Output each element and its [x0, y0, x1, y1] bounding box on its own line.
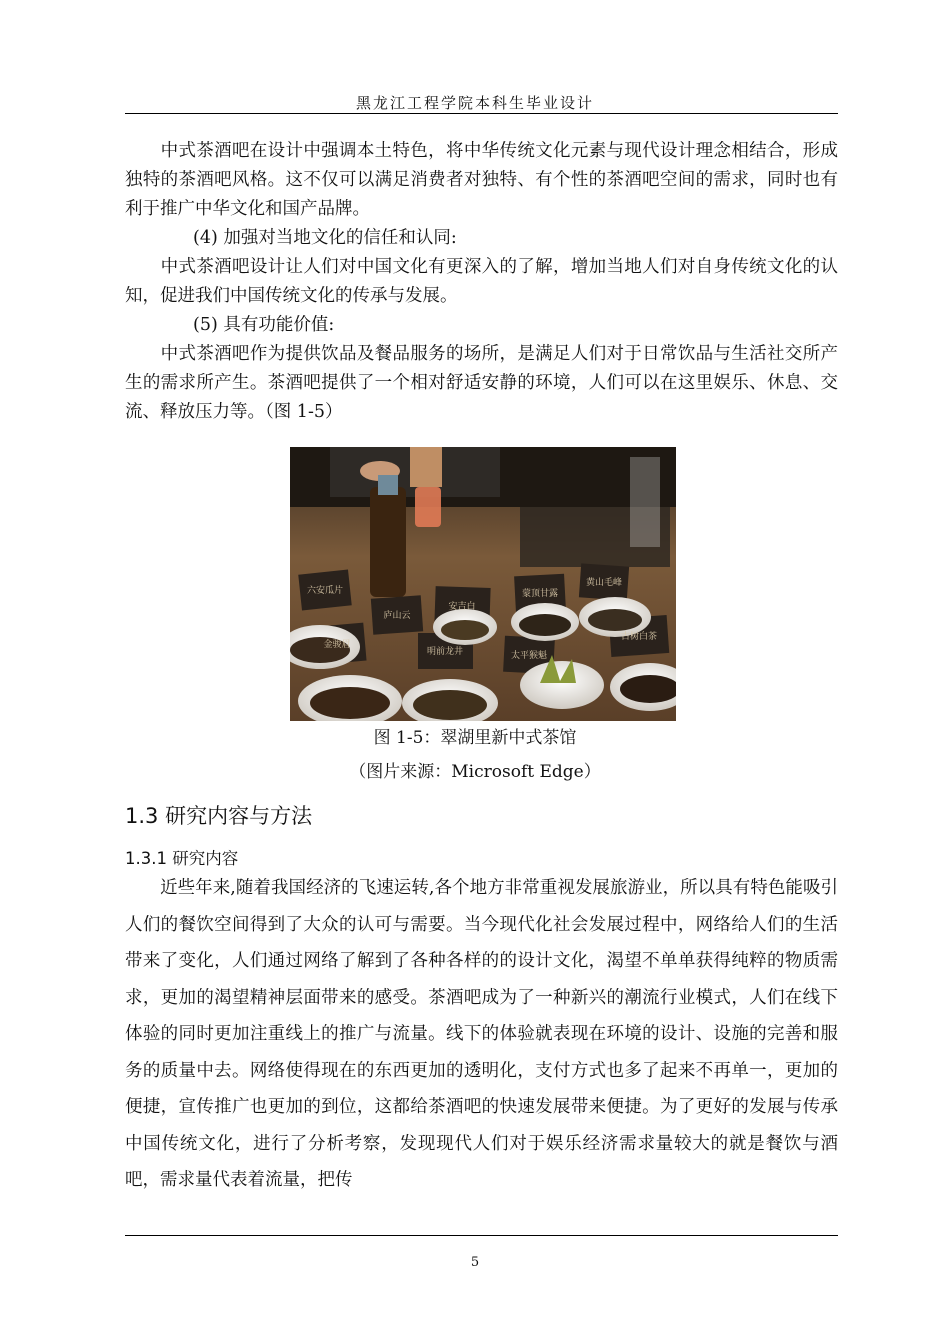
tea-bar-photo-illustration [290, 447, 676, 721]
section-heading: 1.3 研究内容与方法 [125, 804, 313, 828]
list-item-5: (5) 具有功能价值: [193, 315, 335, 335]
header-divider [125, 113, 838, 114]
paragraph-1: 中式茶酒吧在设计中强调本土特色，将中华传统文化元素与现代设计理念相结合，形成独特的茶酒吧风格。这不仅可以满足消费者对独特、有个性的茶酒吧空间的需求，同时也有利于推广中华文化和国产品牌。 [125, 141, 838, 219]
paragraph-2: 中式茶酒吧设计让人们对中国文化有更深入的了解，增加当地人们对自身传统文化的认知，促进我们中国传统文化的传承与发展。 [125, 257, 838, 306]
subsection-heading: 1.3.1 研究内容 [125, 849, 239, 868]
tea-bowl [520, 661, 604, 709]
tea-card-label: 安吉白 [448, 602, 476, 612]
tea-card-label: 古树白茶 [620, 632, 658, 642]
page-number: 5 [470, 1255, 480, 1270]
paragraph-4: 近些年来,随着我国经济的飞速运转,各个地方非常重视发展旅游业，所以具有特色能吸引人们的餐饮空间得到了大众的认可与需要。当今现代化社会发展过程中，网络给人们的生活带来了变化，人们通过网络了解到了各种各样的的设计文化，渴望不单单获得纯粹的物质需求，更加的渴望精神层面带来的感受。茶酒吧成为了一种新兴的潮流行业模式，人们在线下体验的同时更加注重线上的推广与流量。线下的体验就表现在环境的设计、设施的完善和服务的质量中去。网络使得现在的东西更加的透明化，支付方式也多了起来不再单一，更加的便捷，宣传推广也更加的到位，这都给茶酒吧的快速发展带来便捷。为了更好的发展与传承中国传统文化，进行了分析考察，发现现代人们对于娱乐经济需求量较大的就是餐饮与酒吧，需求量代表着流量，把传 [125, 878, 838, 1190]
tea-leaves [413, 690, 487, 720]
figure-caption: 图 1-5：翠湖里新中式茶馆 [373, 728, 577, 748]
tea-leaves [310, 687, 390, 719]
header-title: 黑龙江工程学院本科生毕业设计 [355, 94, 594, 112]
glass-jar [630, 457, 660, 547]
tea-card-label: 黄山毛峰 [585, 578, 623, 588]
pouring-bottle [410, 447, 442, 487]
tea-card-label: 蒙顶甘露 [521, 589, 559, 599]
paragraph-3: 中式茶酒吧作为提供饮品及餐品服务的场所，是满足人们对于日常饮品与生活社交所产生的需求所产生。茶酒吧提供了一个相对舒适安静的环境，人们可以在这里娱乐、休息、交流、释放压力等。（图 1-5） [125, 344, 838, 422]
tea-card-label: 六安瓜片 [306, 586, 344, 596]
tea-bottle [370, 487, 406, 597]
figure-tea-bar-photo [290, 447, 676, 721]
list-item-4: (4) 加强对当地文化的信任和认同: [193, 228, 457, 248]
tea-leaves [441, 620, 489, 640]
tea-leaves [519, 614, 571, 636]
glass-cup [415, 487, 441, 527]
tea-card-label: 庐山云 [383, 611, 411, 621]
tea-card-label: 太平猴魁 [510, 651, 548, 661]
tea-leaves [588, 609, 642, 631]
footer-divider [125, 1235, 838, 1236]
figure-source: （图片来源：Microsoft Edge） [349, 762, 601, 782]
bottle-cloth [378, 475, 398, 495]
tea-card-label: 明前龙井 [426, 647, 464, 657]
tea-card-label: 金骏眉 [323, 640, 351, 650]
